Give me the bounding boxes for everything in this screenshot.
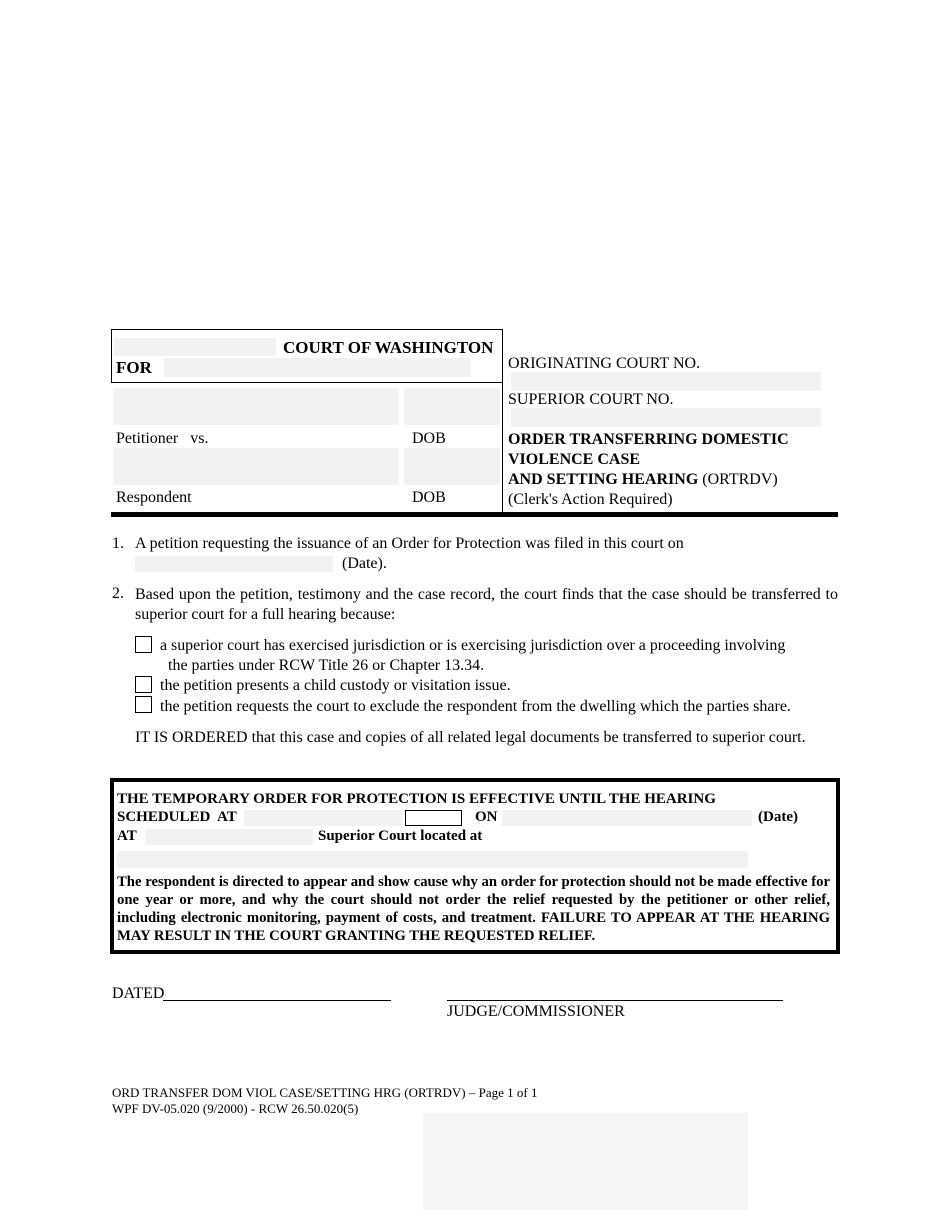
caption-bottom-rule [111,512,838,517]
title-line-2: VIOLENCE CASE [508,451,641,468]
option-1-line-2: the parties under RCW Title 26 or Chapter 13.34. [168,657,485,674]
dated-line[interactable] [163,1000,391,1001]
originating-court-no-label: ORIGINATING COURT NO. [508,355,701,372]
superior-court-no-field[interactable] [511,408,821,427]
title-line-1: ORDER TRANSFERRING DOMESTIC [508,431,789,448]
title-line-3-bold: AND SETTING HEARING [508,471,699,488]
scheduled-at-label: SCHEDULED AT [117,809,237,825]
footer-line-2: WPF DV-05.020 (9/2000) - RCW 26.50.020(5) [112,1101,359,1116]
option-1-line-1: a superior court has exercised jurisdiction or is exercising jurisdiction over a proceeding involving [160,637,786,654]
clerk-note: (Clerk's Action Required) [508,491,673,508]
hearing-date-field[interactable] [502,810,752,826]
respondent-label: Respondent [116,489,192,506]
item-2-number: 2. [112,585,124,602]
caption-divider [502,329,503,515]
on-label: ON [475,809,498,825]
superior-court-located-label: Superior Court located at [318,828,483,844]
item-2-text: Based upon the petition, testimony and the case record, the court finds that the case should be transferred to superior court for a full hearing because: [135,586,838,623]
am-pm-selector[interactable] [405,810,462,826]
option-3-checkbox[interactable] [135,696,152,713]
title-code: (ORTRDV) [698,471,778,488]
respondent-dob-field[interactable] [404,448,500,485]
petitioner-dob-field[interactable] [404,388,500,425]
for-county-field[interactable] [164,358,471,377]
option-2-text: the petition presents a child custody or visitation issue. [160,677,511,694]
petitioner-dob-label: DOB [412,430,446,447]
footer-form-field[interactable] [423,1113,748,1210]
option-1-checkbox[interactable] [135,636,152,653]
ordered-paragraph: IT IS ORDERED that this case and copies of all related legal documents be transferred to superior court. [135,729,806,746]
court-address-field[interactable] [117,851,748,868]
petitioner-text: Petitioner [116,430,179,447]
hearing-time-field[interactable] [244,810,402,826]
judge-signature-line[interactable] [447,1000,783,1001]
court-heading: COURT OF WASHINGTON [283,338,494,357]
respondent-name-field[interactable] [113,448,399,485]
county-field[interactable] [114,338,276,356]
item-1-number: 1. [112,535,124,552]
superior-court-no-label: SUPERIOR COURT NO. [508,391,674,408]
petitioner-label [116,430,208,448]
petition-date-field[interactable] [135,556,333,572]
hearing-line-1: THE TEMPORARY ORDER FOR PROTECTION IS EFFECTIVE UNTIL THE HEARING [117,791,716,807]
for-label: FOR [116,358,152,377]
document-title [508,430,789,510]
item-1-date-label: (Date). [342,555,387,572]
title-line-3 [508,470,789,490]
hearing-date-label: (Date) [758,809,798,825]
footer-line-1: ORD TRANSFER DOM VIOL CASE/SETTING HRG (ORTRDV) – Page 1 of 1 [112,1085,538,1100]
item-1-text: A petition requesting the issuance of an Order for Protection was filed in this court on [135,535,684,552]
dated-label: DATED [112,985,165,1002]
judge-label: JUDGE/COMMISSIONER [447,1003,625,1020]
option-2-checkbox[interactable] [135,676,152,693]
option-3-text: the petition requests the court to exclude the respondent from the dwelling which the parties share. [160,698,791,715]
respondent-directive: The respondent is directed to appear and show cause why an order for protection should not be made effective for one year or more, and why the court should not order the relief requested by the petitioner or other relief, including electronic monitoring, payment of costs, and treatment. FAILURE TO APPEAR AT THE HEARING MAY RESULT IN THE COURT GRANTING THE REQUESTED RELIEF. [117,874,830,944]
hearing-location-room-field[interactable] [145,829,313,845]
vs-text: vs. [190,430,209,447]
at-label: AT [117,828,137,844]
respondent-dob-label: DOB [412,489,446,506]
originating-court-no-field[interactable] [511,372,821,391]
petitioner-name-field[interactable] [113,388,399,425]
